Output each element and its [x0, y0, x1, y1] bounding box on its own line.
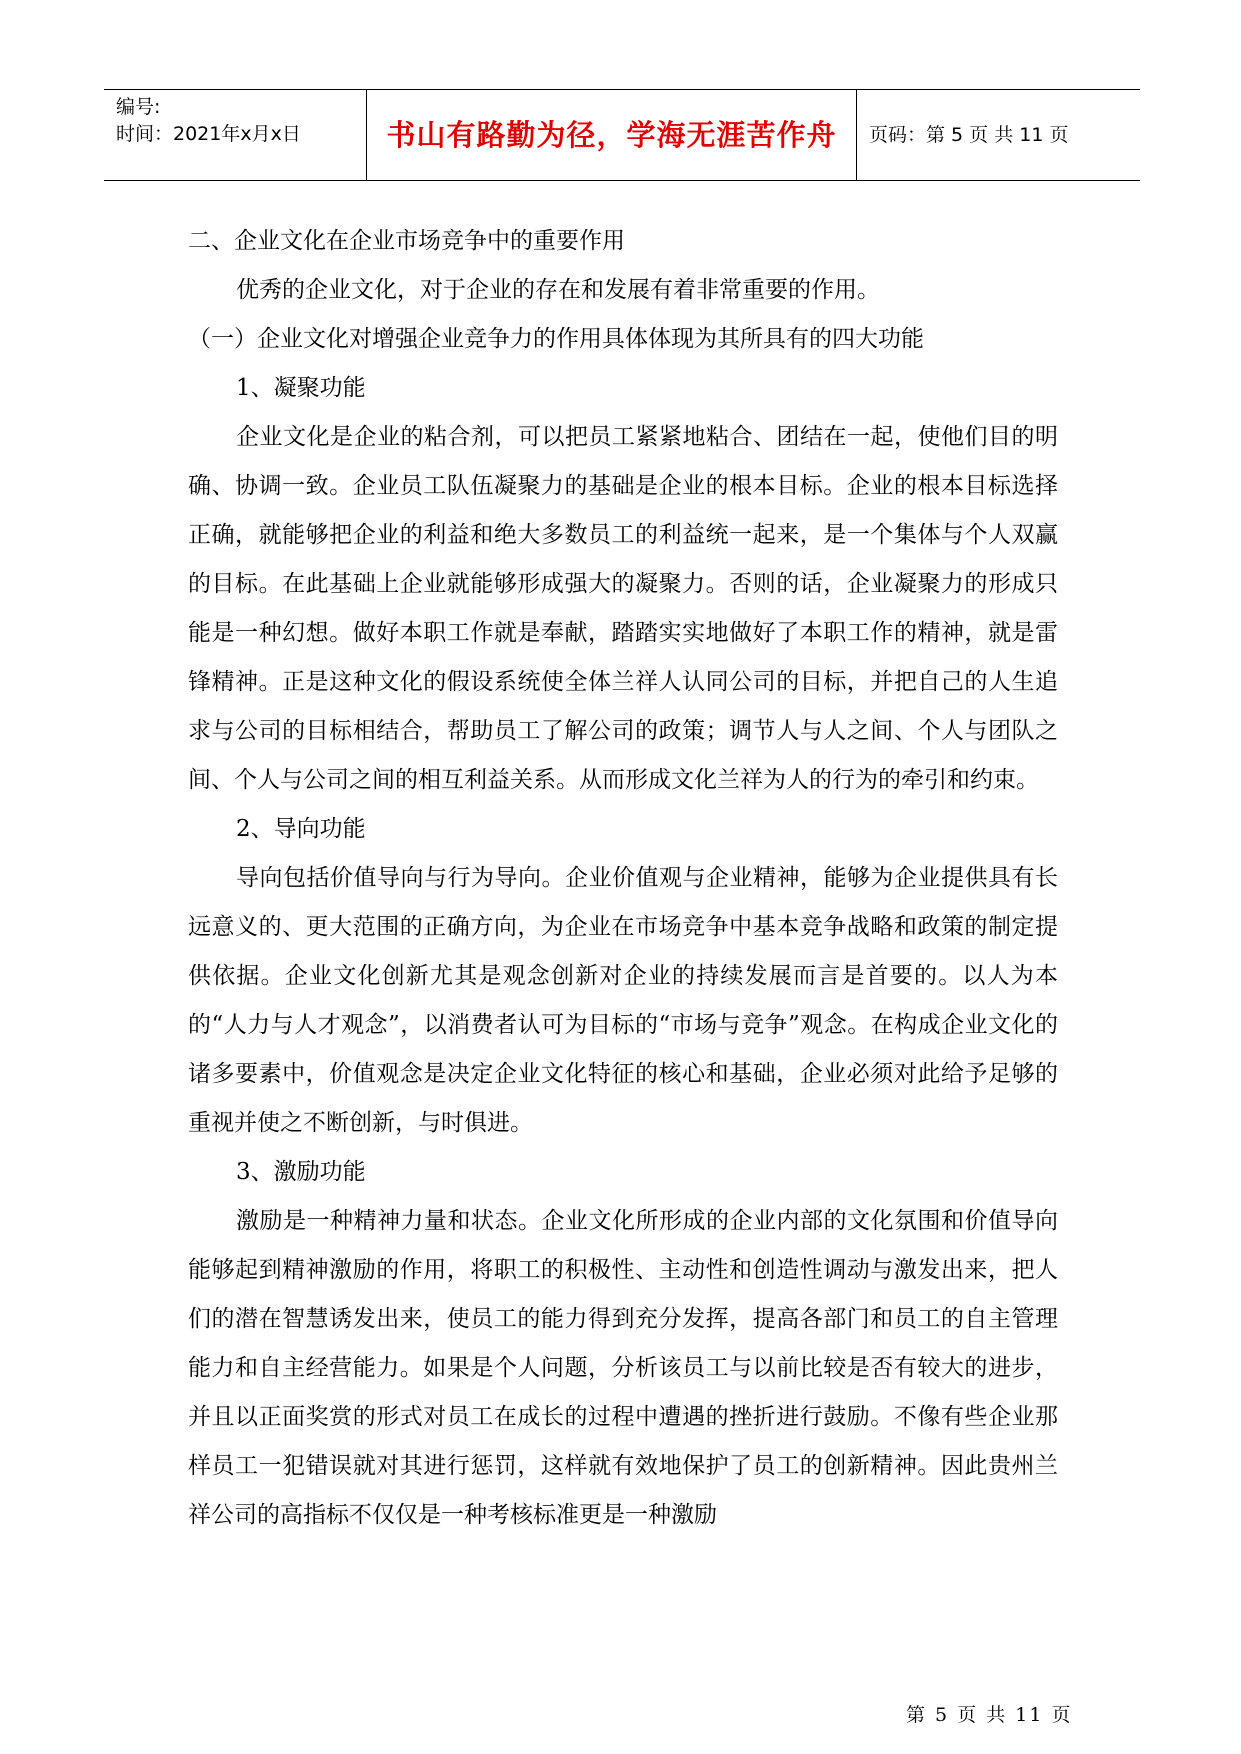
item2-paragraph: 导向包括价值导向与行为导向。企业价值观与企业精神，能够为企业提供具有长远意义的、更大范围的正确方向，为企业在市场竞争中基本竞争战略和政策的制定提供依据。企业文化创新尤其是观念创新对企业的持续发展而言是首要的。以人为本的“人力与人才观念”，以消费者认可为目标的“市场与竞争”观念。在构成企业文化的诸多要素中，价值观念是决定企业文化特征的核心和基础，企业必须对此给予足够的重视并使之不断创新，与时俱进。 — [188, 865, 1058, 1136]
item3-title: 3、激励功能 — [236, 1159, 366, 1185]
page-footer: 第 5 页 共 11 页 — [906, 1704, 1073, 1726]
item1-paragraph: 企业文化是企业的粘合剂，可以把员工紧紧地粘合、团结在一起，使他们目的明确、协调一致。企业员工队伍凝聚力的基础是企业的根本目标。企业的根本目标选择正确，就能够把企业的利益和绝大多数员工的利益统一起来，是一个集体与个人双赢的目标。在此基础上企业就能够形成强大的凝聚力。否则的话，企业凝聚力的形成只能是一种幻想。做好本职工作就是奉献，踏踏实实地做好了本职工作的精神，就是雷锋精神。正是这种文化的假设系统使全体兰祥人认同公司的目标，并把自己的人生追求与公司的目标相结合，帮助员工了解公司的政策；调节人与人之间、个人与团队之间、个人与公司之间的相互利益关系。从而形成文化兰祥为人的行为的牵引和约束。 — [188, 424, 1058, 793]
item2-title: 2、导向功能 — [236, 816, 366, 842]
header-meta-cell — [104, 90, 367, 180]
item3-paragraph: 激励是一种精神力量和状态。企业文化所形成的企业内部的文化氛围和价值导向能够起到精神激励的作用，将职工的积极性、主动性和创造性调动与激发出来，把人们的潜在智慧诱发出来，使员工的能力得到充分发挥，提高各部门和员工的自主管理能力和自主经营能力。如果是个人问题，分析该员工与以前比较是否有较大的进步，并且以正面奖赏的形式对员工在成长的过程中遭遇的挫折进行鼓励。不像有些企业那样员工一犯错误就对其进行惩罚，这样就有效地保护了员工的创新精神。因此贵州兰祥公司的高指标不仅仅是一种考核标准更是一种激励 — [188, 1208, 1058, 1528]
document-body — [188, 217, 1058, 1540]
section-title: 二、企业文化在企业市场竞争中的重要作用 — [188, 228, 625, 254]
document-header — [104, 89, 1140, 181]
subsection-title: （一）企业文化对增强企业竞争力的作用具体体现为其所具有的四大功能 — [188, 326, 924, 352]
number-label: 编号: — [116, 96, 161, 118]
intro-paragraph: 优秀的企业文化，对于企业的存在和发展有着非常重要的作用。 — [236, 277, 880, 303]
item1-title: 1、凝聚功能 — [236, 375, 366, 401]
header-motto: 书山有路勤为径，学海无涯苦作舟 — [367, 90, 857, 180]
header-page-label: 页码：第 5 页 共 11 页 — [869, 123, 1069, 146]
time-label: 时间：2021年x月x日 — [116, 123, 301, 145]
